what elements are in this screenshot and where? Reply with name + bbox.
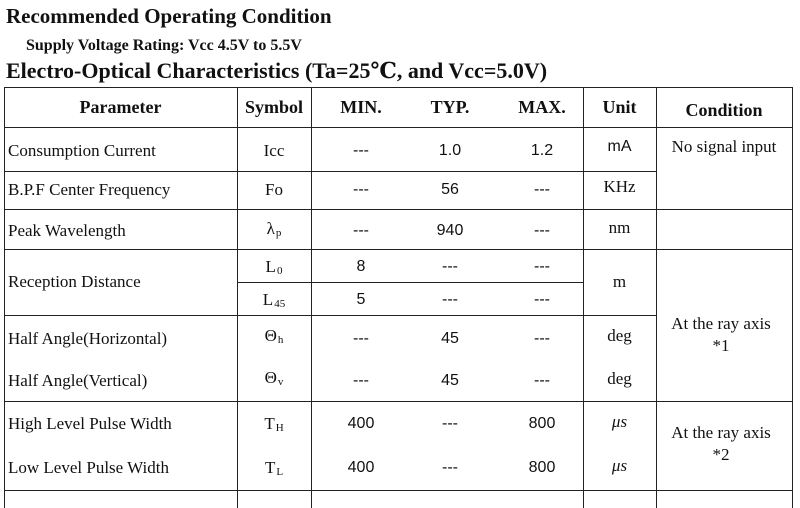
- min-value: 400: [347, 414, 375, 432]
- typ-value: 56: [441, 180, 459, 198]
- header-min: MIN.: [340, 96, 382, 117]
- table-divider: [4, 401, 792, 402]
- unit-value: μs: [611, 456, 628, 476]
- param-consumption-current: Consumption Current: [8, 141, 156, 160]
- param-half-angle-vertical: Half Angle(Vertical): [8, 371, 148, 390]
- header-symbol: Symbol: [244, 96, 304, 117]
- param-bpf-center-frequency: B.P.F Center Frequency: [8, 180, 171, 199]
- symbol-subscript: 0: [276, 264, 283, 277]
- symbol-main: T: [264, 458, 276, 478]
- min-value: 400: [347, 458, 375, 476]
- condition-ray-axis-1: [646, 305, 796, 365]
- typ-value: 1.0: [438, 141, 462, 159]
- header-unit: Unit: [602, 96, 637, 117]
- condition-no-signal: No signal input: [671, 137, 777, 157]
- symbol-l45: [237, 283, 311, 317]
- symbol-fo: Fo: [265, 180, 283, 200]
- typ-value: ---: [442, 414, 458, 432]
- table-divider: [4, 490, 792, 491]
- max-value: ---: [534, 180, 550, 198]
- unit-value: mA: [607, 137, 632, 155]
- typ-value: ---: [442, 290, 458, 308]
- symbol-main: T: [264, 414, 275, 434]
- condition-note: *2: [712, 445, 730, 464]
- min-value: 5: [356, 290, 366, 308]
- min-value: ---: [353, 141, 369, 159]
- max-value: 800: [528, 458, 556, 476]
- min-value: ---: [353, 221, 369, 239]
- symbol-theta-v: [237, 358, 311, 398]
- typ-value: 45: [441, 329, 459, 347]
- symbol-tl: [237, 447, 311, 489]
- unit-value: KHz: [603, 177, 636, 197]
- param-low-level-pulse-width: Low Level Pulse Width: [8, 458, 169, 477]
- symbol-main: L: [265, 257, 276, 277]
- header-condition: Condition: [685, 99, 763, 120]
- symbol-l0: [237, 249, 311, 285]
- symbol-main: λ: [266, 219, 275, 239]
- condition-ray-axis-2: [646, 414, 796, 474]
- max-value: 1.2: [530, 141, 554, 159]
- symbol-subscript: p: [275, 226, 282, 239]
- symbol-icc: Icc: [263, 141, 285, 161]
- symbol-subscript: 45: [274, 297, 286, 310]
- min-value: ---: [353, 180, 369, 198]
- symbol-subscript: v: [277, 375, 284, 388]
- header-parameter: Parameter: [79, 96, 162, 117]
- symbol-theta-h: [237, 316, 311, 356]
- unit-value: deg: [607, 369, 632, 389]
- max-value: ---: [534, 221, 550, 239]
- unit-value: μs: [611, 412, 628, 432]
- max-value: ---: [534, 329, 550, 347]
- max-value: ---: [534, 257, 550, 275]
- typ-value: 45: [441, 371, 459, 389]
- min-value: 8: [356, 257, 366, 275]
- page-title: Recommended Operating Condition: [6, 4, 332, 28]
- symbol-subscript: H: [275, 421, 284, 434]
- typ-value: ---: [442, 458, 458, 476]
- condition-note: *1: [712, 336, 730, 355]
- symbol-th: [237, 403, 311, 445]
- max-value: ---: [534, 290, 550, 308]
- max-value: 800: [528, 414, 556, 432]
- symbol-main: Θ: [264, 326, 277, 346]
- condition-line: At the ray axis: [671, 422, 771, 442]
- min-value: ---: [353, 371, 369, 389]
- symbol-subscript: L: [276, 465, 284, 478]
- symbol-lambda-p: [237, 209, 311, 249]
- param-reception-distance: Reception Distance: [8, 272, 141, 291]
- unit-value: deg: [607, 326, 632, 346]
- unit-value: m: [612, 272, 627, 292]
- typ-value: ---: [442, 257, 458, 275]
- header-max: MAX.: [518, 96, 566, 117]
- max-value: ---: [534, 371, 550, 389]
- param-high-level-pulse-width: High Level Pulse Width: [8, 414, 172, 433]
- param-half-angle-horizontal: Half Angle(Horizontal): [8, 329, 168, 348]
- condition-line: At the ray axis: [671, 313, 771, 333]
- symbol-main: L: [262, 290, 274, 310]
- typ-value: 940: [436, 221, 464, 239]
- min-value: ---: [353, 329, 369, 347]
- symbol-subscript: h: [277, 333, 284, 346]
- symbol-main: Θ: [264, 368, 277, 388]
- header-typ: TYP.: [430, 96, 470, 117]
- param-peak-wavelength: Peak Wavelength: [8, 221, 126, 240]
- supply-voltage-rating: Supply Voltage Rating: Vcc 4.5V to 5.5V: [26, 37, 302, 54]
- table-border: [4, 87, 5, 508]
- section-title: Electro-Optical Characteristics (Ta=25℃, and Vcc=5.0V): [6, 58, 548, 83]
- unit-value: nm: [608, 218, 631, 238]
